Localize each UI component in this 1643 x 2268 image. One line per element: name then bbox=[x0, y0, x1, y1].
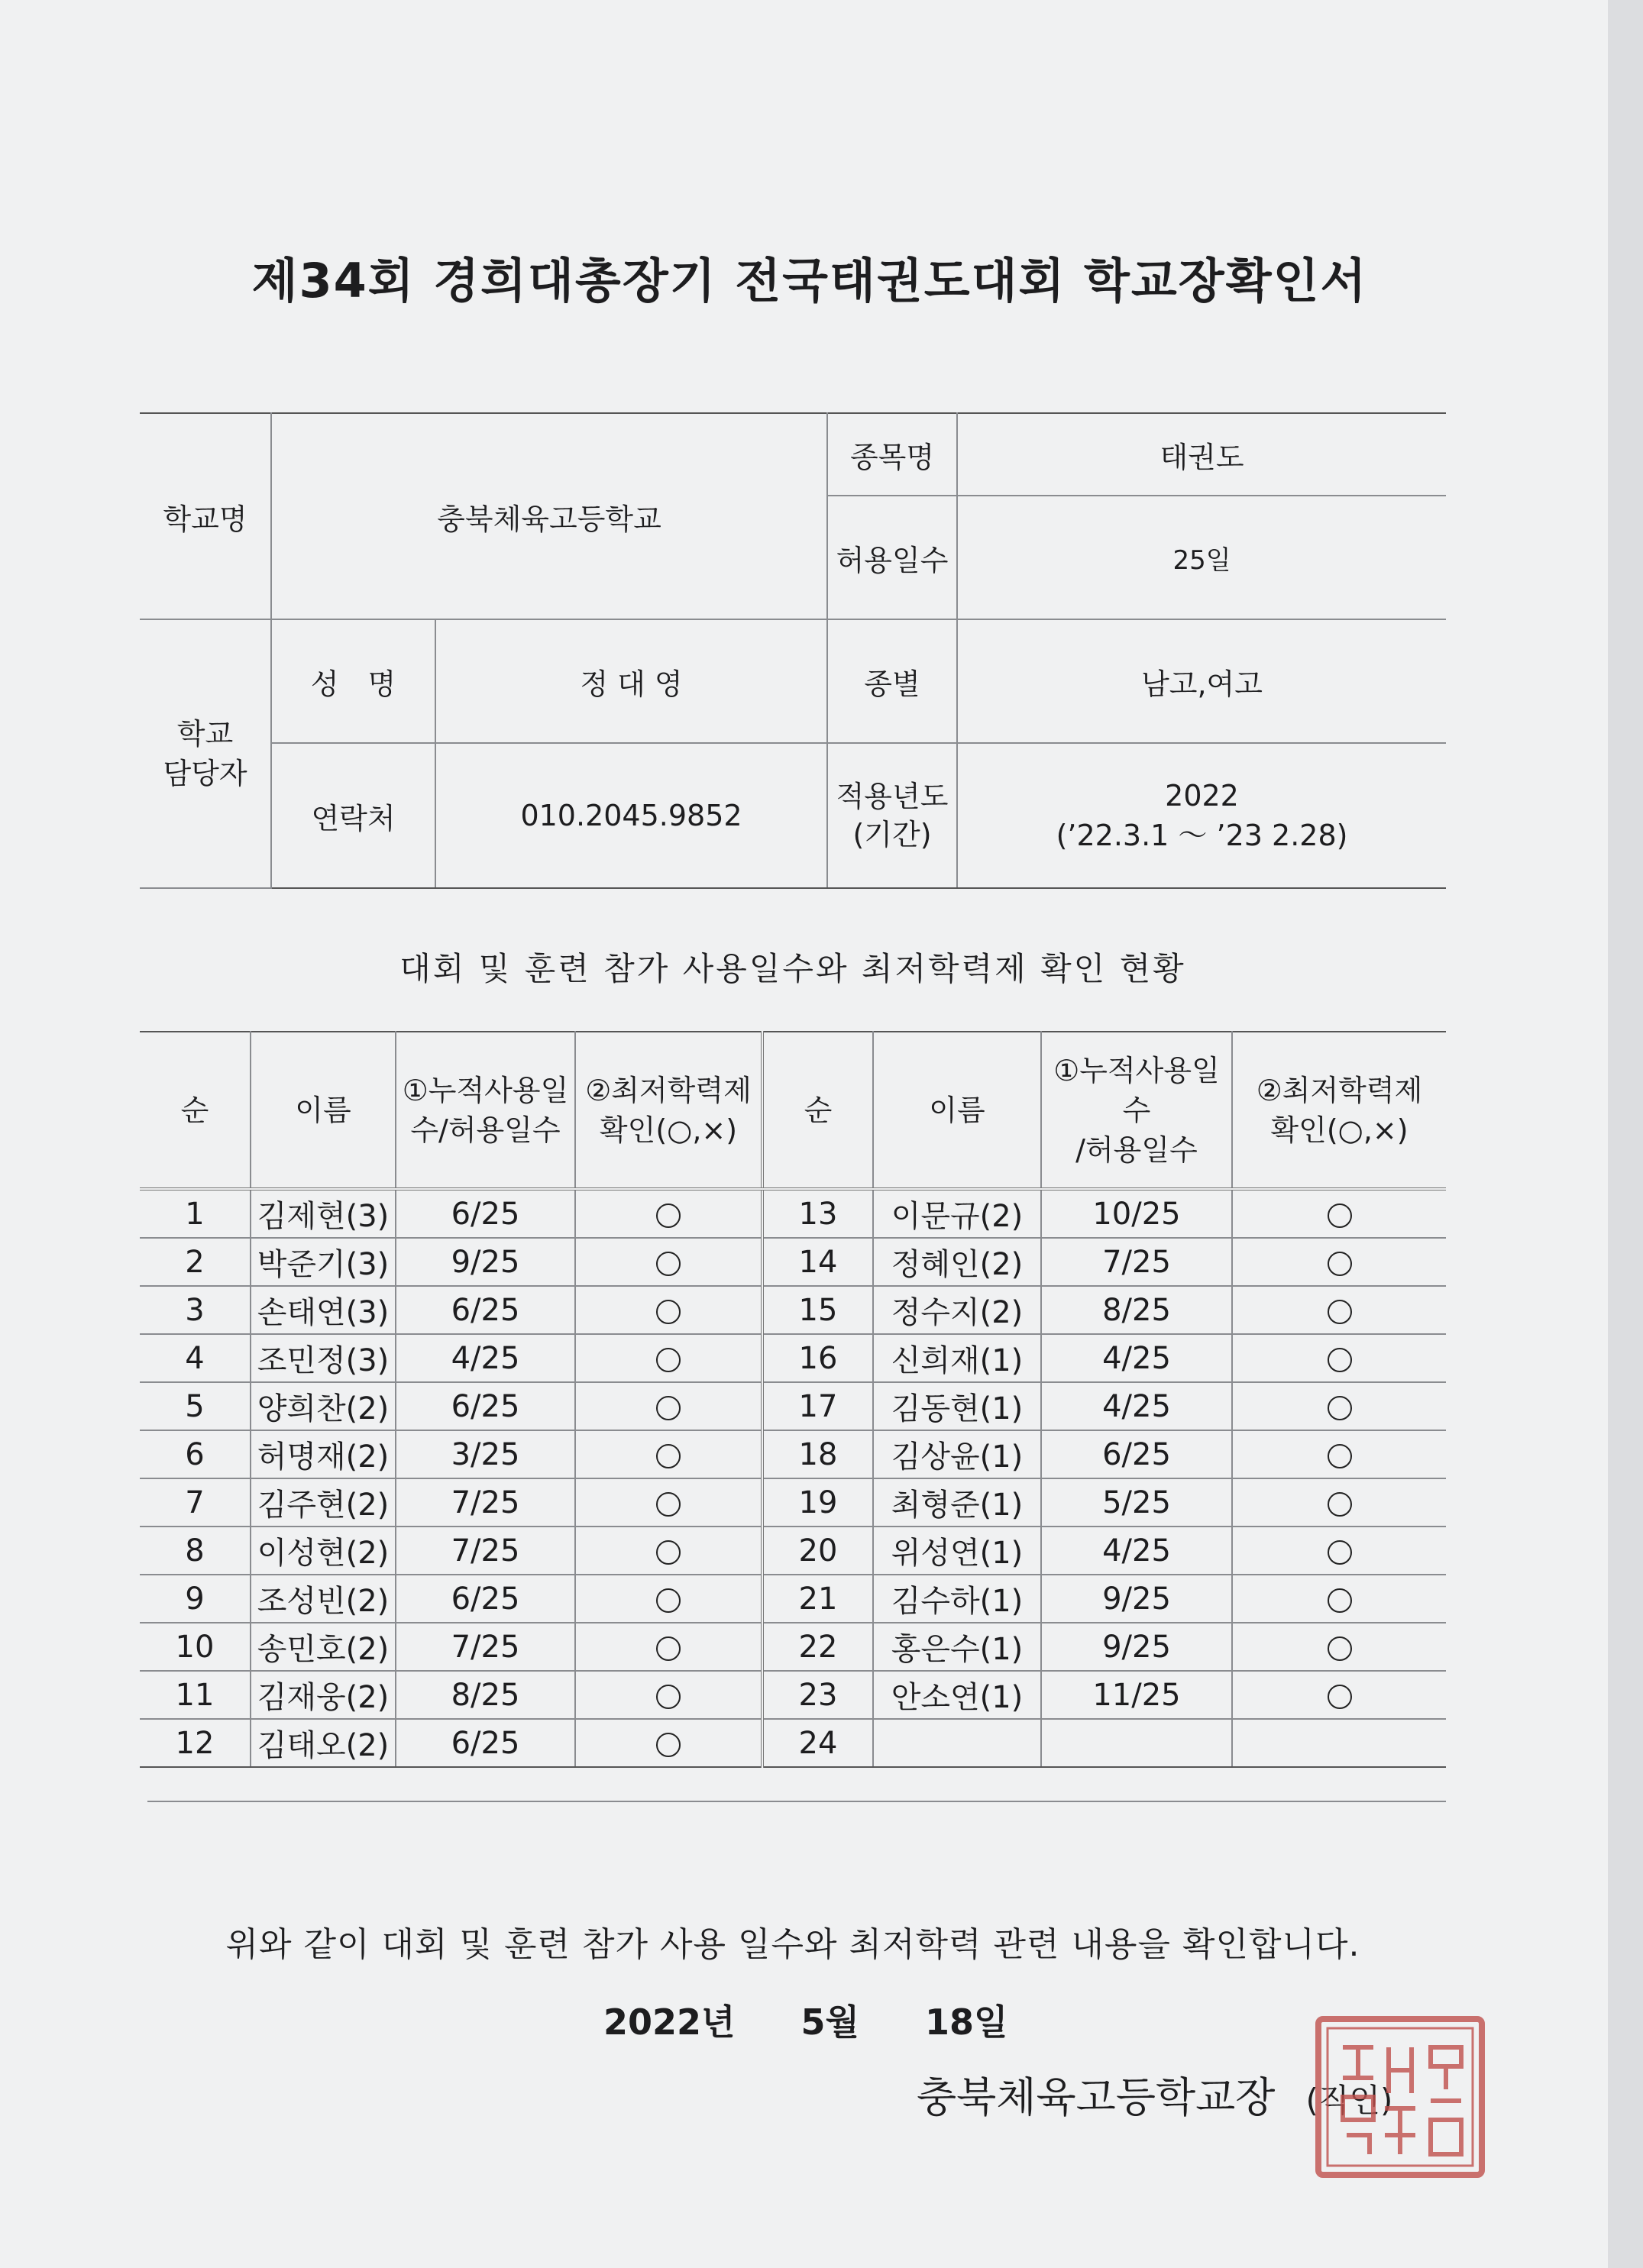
check-circle-icon bbox=[1328, 1396, 1352, 1420]
seal-mark: (직인) bbox=[1305, 2082, 1393, 2119]
allowed-days-value: 25일 bbox=[957, 496, 1446, 619]
table-row bbox=[140, 1382, 1446, 1430]
row-no: 21 bbox=[762, 1575, 873, 1623]
row-name: 이문규(2) bbox=[873, 1189, 1041, 1238]
row-no: 15 bbox=[762, 1286, 873, 1334]
document-title: 제34회 경희대총장기 전국태권도대회 학교장확인서 bbox=[251, 253, 1368, 309]
row-name: 홍은수(1) bbox=[873, 1623, 1041, 1671]
table-row bbox=[140, 1719, 1446, 1767]
table-row bbox=[140, 1527, 1446, 1575]
row-days: 7/25 bbox=[1041, 1238, 1232, 1286]
row-days: 6/25 bbox=[1041, 1430, 1232, 1478]
row-days: 7/25 bbox=[396, 1527, 575, 1575]
row-name: 최형준(1) bbox=[873, 1478, 1041, 1527]
row-check bbox=[575, 1478, 762, 1527]
row-no: 20 bbox=[762, 1527, 873, 1575]
row-days bbox=[1041, 1719, 1232, 1767]
date-year: 2022년 bbox=[603, 2001, 736, 2043]
allowed-days-label: 허용일수 bbox=[827, 496, 957, 619]
row-no: 18 bbox=[762, 1430, 873, 1478]
row-no: 22 bbox=[762, 1623, 873, 1671]
row-days: 6/25 bbox=[396, 1286, 575, 1334]
category-label: 종별 bbox=[827, 619, 957, 743]
name-label: 성 명 bbox=[271, 619, 435, 743]
check-circle-icon bbox=[1328, 1492, 1352, 1517]
table-row bbox=[140, 1189, 1446, 1238]
check-circle-icon bbox=[1328, 1540, 1352, 1565]
row-name: 김주현(2) bbox=[251, 1478, 396, 1527]
header-check-left: ②최저학력제 확인(○,×) bbox=[575, 1032, 762, 1189]
header-name-left: 이름 bbox=[251, 1032, 396, 1189]
row-name: 조민정(3) bbox=[251, 1334, 396, 1382]
header-days-left: ①누적사용일 수/허용일수 bbox=[396, 1032, 575, 1189]
row-name: 안소연(1) bbox=[873, 1671, 1041, 1719]
check-circle-icon bbox=[656, 1492, 681, 1517]
row-name: 김동현(1) bbox=[873, 1382, 1041, 1430]
row-days: 4/25 bbox=[1041, 1334, 1232, 1382]
table-row bbox=[140, 1430, 1446, 1478]
contact-value: 010.2045.9852 bbox=[435, 743, 827, 888]
event-label: 종목명 bbox=[827, 413, 957, 496]
table-row bbox=[140, 1334, 1446, 1382]
row-no: 23 bbox=[762, 1671, 873, 1719]
row-check bbox=[575, 1286, 762, 1334]
row-name: 조성빈(2) bbox=[251, 1575, 396, 1623]
check-circle-icon bbox=[656, 1203, 681, 1228]
row-name bbox=[873, 1719, 1041, 1767]
row-no: 6 bbox=[140, 1430, 251, 1478]
year-value: 2022 bbox=[1165, 779, 1239, 813]
check-circle-icon bbox=[1328, 1348, 1352, 1372]
row-days: 7/25 bbox=[396, 1478, 575, 1527]
row-check bbox=[1232, 1189, 1446, 1238]
row-days: 10/25 bbox=[1041, 1189, 1232, 1238]
row-name: 송민호(2) bbox=[251, 1623, 396, 1671]
row-check bbox=[1232, 1382, 1446, 1430]
event-value: 태권도 bbox=[957, 413, 1446, 496]
row-name: 박준기(3) bbox=[251, 1238, 396, 1286]
row-no: 5 bbox=[140, 1382, 251, 1430]
row-check bbox=[575, 1238, 762, 1286]
row-days: 4/25 bbox=[1041, 1382, 1232, 1430]
row-days: 6/25 bbox=[396, 1382, 575, 1430]
header-name-right: 이름 bbox=[873, 1032, 1041, 1189]
table-row bbox=[140, 1575, 1446, 1623]
row-name: 손태연(3) bbox=[251, 1286, 396, 1334]
row-days: 4/25 bbox=[396, 1334, 575, 1382]
background-wall bbox=[1608, 0, 1643, 2268]
row-no: 9 bbox=[140, 1575, 251, 1623]
row-check bbox=[575, 1430, 762, 1478]
row-days: 8/25 bbox=[396, 1671, 575, 1719]
table-row bbox=[140, 1238, 1446, 1286]
check-circle-icon bbox=[1328, 1444, 1352, 1468]
row-check bbox=[1232, 1478, 1446, 1527]
row-name: 신희재(1) bbox=[873, 1334, 1041, 1382]
row-days: 9/25 bbox=[396, 1238, 575, 1286]
row-days: 7/25 bbox=[396, 1623, 575, 1671]
roster-subtitle: 대회 및 훈련 참가 사용일수와 최저학력제 확인 현황 bbox=[399, 950, 1186, 987]
row-no: 3 bbox=[140, 1286, 251, 1334]
row-name: 김태오(2) bbox=[251, 1719, 396, 1767]
row-name: 정수지(2) bbox=[873, 1286, 1041, 1334]
header-check-right: ②최저학력제 확인(○,×) bbox=[1232, 1032, 1446, 1189]
year-cell bbox=[957, 743, 1446, 888]
check-circle-icon bbox=[656, 1588, 681, 1613]
row-days: 6/25 bbox=[396, 1575, 575, 1623]
row-no: 10 bbox=[140, 1623, 251, 1671]
check-circle-icon bbox=[1328, 1203, 1352, 1228]
row-no: 2 bbox=[140, 1238, 251, 1286]
row-no: 19 bbox=[762, 1478, 873, 1527]
check-circle-icon bbox=[656, 1348, 681, 1372]
row-name: 허명재(2) bbox=[251, 1430, 396, 1478]
check-circle-icon bbox=[656, 1252, 681, 1276]
info-table bbox=[140, 412, 1446, 889]
row-days: 6/25 bbox=[396, 1719, 575, 1767]
check-circle-icon bbox=[656, 1540, 681, 1565]
name-value: 정 대 영 bbox=[435, 619, 827, 743]
row-check bbox=[575, 1623, 762, 1671]
header-no-left: 순 bbox=[140, 1032, 251, 1189]
check-circle-icon bbox=[656, 1444, 681, 1468]
row-check bbox=[575, 1382, 762, 1430]
row-check bbox=[1232, 1286, 1446, 1334]
official-seal-icon bbox=[1312, 2013, 1488, 2181]
check-circle-icon bbox=[1328, 1588, 1352, 1613]
row-check bbox=[1232, 1575, 1446, 1623]
manager-label: 학교 담당자 bbox=[140, 619, 271, 888]
row-check bbox=[575, 1189, 762, 1238]
row-check-empty bbox=[1232, 1719, 1446, 1767]
check-circle-icon bbox=[1328, 1685, 1352, 1709]
contact-label: 연락처 bbox=[271, 743, 435, 888]
row-days: 4/25 bbox=[1041, 1527, 1232, 1575]
row-no: 13 bbox=[762, 1189, 873, 1238]
row-check bbox=[1232, 1430, 1446, 1478]
row-check bbox=[575, 1527, 762, 1575]
school-label: 학교명 bbox=[140, 413, 271, 619]
period-value: (’22.3.1 ～ ’23 2.28) bbox=[1056, 819, 1348, 852]
check-circle-icon bbox=[1328, 1300, 1352, 1324]
header-no-right: 순 bbox=[762, 1032, 873, 1189]
row-days: 6/25 bbox=[396, 1189, 575, 1238]
row-no: 1 bbox=[140, 1189, 251, 1238]
divider bbox=[147, 1801, 1446, 1802]
check-circle-icon bbox=[1328, 1636, 1352, 1661]
table-row bbox=[140, 1623, 1446, 1671]
year-label: 적용년도 (기간) bbox=[827, 743, 957, 888]
row-days: 5/25 bbox=[1041, 1478, 1232, 1527]
check-circle-icon bbox=[656, 1636, 681, 1661]
row-days: 9/25 bbox=[1041, 1575, 1232, 1623]
row-check bbox=[575, 1575, 762, 1623]
row-name: 김상윤(1) bbox=[873, 1430, 1041, 1478]
row-days: 8/25 bbox=[1041, 1286, 1232, 1334]
row-no: 11 bbox=[140, 1671, 251, 1719]
header-days-right: ①누적사용일수 /허용일수 bbox=[1041, 1032, 1232, 1189]
check-circle-icon bbox=[1328, 1252, 1352, 1276]
row-days: 3/25 bbox=[396, 1430, 575, 1478]
row-name: 이성현(2) bbox=[251, 1527, 396, 1575]
row-check bbox=[575, 1671, 762, 1719]
row-check bbox=[575, 1334, 762, 1382]
check-circle-icon bbox=[656, 1733, 681, 1757]
row-name: 김재웅(2) bbox=[251, 1671, 396, 1719]
check-circle-icon bbox=[656, 1300, 681, 1324]
school-value: 충북체육고등학교 bbox=[271, 413, 827, 619]
row-name: 정혜인(2) bbox=[873, 1238, 1041, 1286]
issue-date bbox=[603, 1995, 1007, 2045]
signer-name: 충북체육고등학교장 bbox=[917, 2073, 1276, 2121]
row-no: 12 bbox=[140, 1719, 251, 1767]
check-circle-icon bbox=[656, 1685, 681, 1709]
table-row bbox=[140, 1671, 1446, 1719]
table-row bbox=[140, 1478, 1446, 1527]
row-name: 김수하(1) bbox=[873, 1575, 1041, 1623]
row-no: 16 bbox=[762, 1334, 873, 1382]
category-value: 남고,여고 bbox=[957, 619, 1446, 743]
row-name: 양희찬(2) bbox=[251, 1382, 396, 1430]
check-circle-icon bbox=[656, 1396, 681, 1420]
row-check bbox=[1232, 1671, 1446, 1719]
roster-table bbox=[140, 1031, 1446, 1768]
row-check bbox=[1232, 1623, 1446, 1671]
row-name: 김제현(3) bbox=[251, 1189, 396, 1238]
row-no: 14 bbox=[762, 1238, 873, 1286]
row-no: 24 bbox=[762, 1719, 873, 1767]
date-day: 18일 bbox=[924, 2001, 1008, 2043]
row-no: 7 bbox=[140, 1478, 251, 1527]
row-check bbox=[1232, 1334, 1446, 1382]
row-check bbox=[1232, 1238, 1446, 1286]
row-days: 11/25 bbox=[1041, 1671, 1232, 1719]
row-no: 8 bbox=[140, 1527, 251, 1575]
date-month: 5월 bbox=[800, 2001, 859, 2043]
row-check bbox=[1232, 1527, 1446, 1575]
table-row bbox=[140, 1286, 1446, 1334]
confirmation-statement: 위와 같이 대회 및 훈련 참가 사용 일수와 최저학력 관련 내용을 확인합니다. bbox=[225, 1925, 1360, 1964]
row-days: 9/25 bbox=[1041, 1623, 1232, 1671]
row-no: 4 bbox=[140, 1334, 251, 1382]
row-name: 위성연(1) bbox=[873, 1527, 1041, 1575]
row-no: 17 bbox=[762, 1382, 873, 1430]
row-check bbox=[575, 1719, 762, 1767]
